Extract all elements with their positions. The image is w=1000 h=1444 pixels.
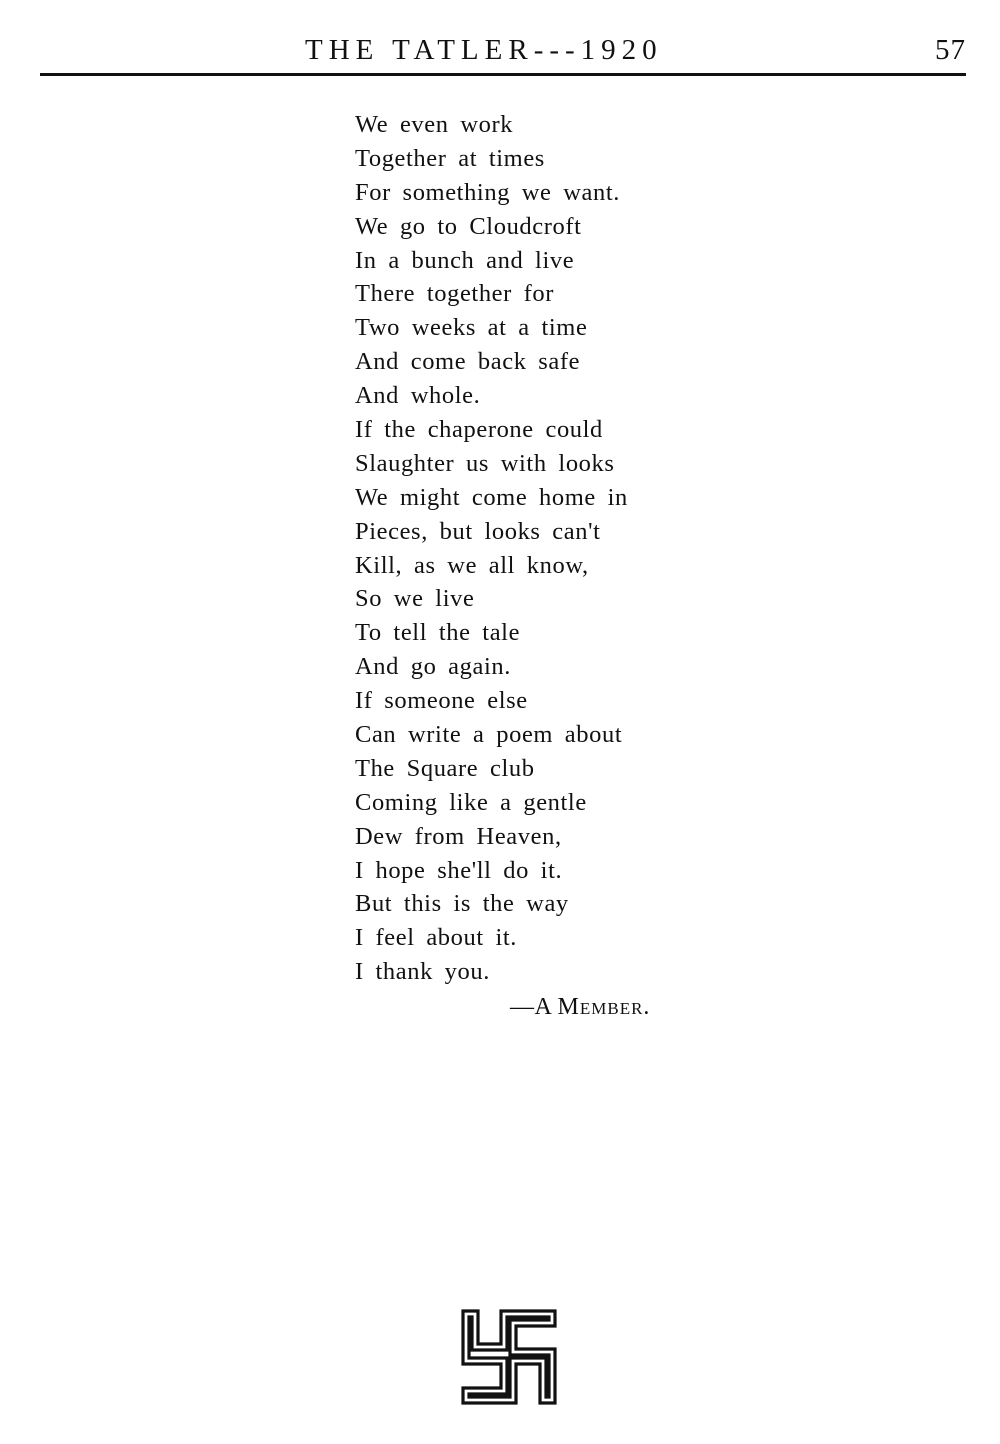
poem-line: And whole.: [355, 382, 481, 410]
poem-line: To tell the tale: [355, 619, 521, 647]
poem-line: Coming like a gentle: [355, 788, 587, 816]
poem-line: Pieces, but looks can't: [355, 517, 601, 545]
header-rule: [40, 73, 966, 76]
running-head: THE TATLER---1920: [305, 34, 663, 66]
poem-line: There together for: [355, 280, 555, 308]
poem-line: In a bunch and live: [355, 246, 575, 274]
poem-line: If the chaperone could: [355, 416, 603, 444]
poem-line: I hope she'll do it.: [355, 856, 563, 884]
poem-line: Slaughter us with looks: [355, 449, 615, 477]
poem-line: The Square club: [355, 754, 535, 782]
poem-line: For something we want.: [355, 178, 621, 206]
poem-line: If someone else: [355, 687, 528, 715]
signature-prefix: —A: [510, 994, 558, 1020]
poem-line: So we live: [355, 585, 475, 613]
poem-line: We might come home in: [355, 483, 628, 511]
poem-line: I thank you.: [355, 958, 490, 986]
poem-line: Together at times: [355, 144, 545, 172]
poem-line: We even work: [355, 111, 514, 138]
swastika-ornament-icon: [460, 1308, 558, 1406]
poem-line: And go again.: [355, 653, 511, 681]
poem-line: Two weeks at a time: [355, 314, 588, 342]
poem-line: We go to Cloudcroft: [355, 212, 582, 240]
poem: [355, 108, 755, 989]
signature: [510, 990, 650, 1024]
poem-line: I feel about it.: [355, 924, 518, 952]
poem-line: Dew from Heaven,: [355, 822, 562, 850]
poem-line: Can write a poem about: [355, 721, 623, 749]
page-number: 57: [935, 34, 966, 66]
poem-line: Kill, as we all know,: [355, 551, 589, 579]
poem-line: But this is the way: [355, 890, 569, 918]
signature-name: Member.: [557, 994, 651, 1020]
poem-line: And come back safe: [355, 348, 581, 376]
